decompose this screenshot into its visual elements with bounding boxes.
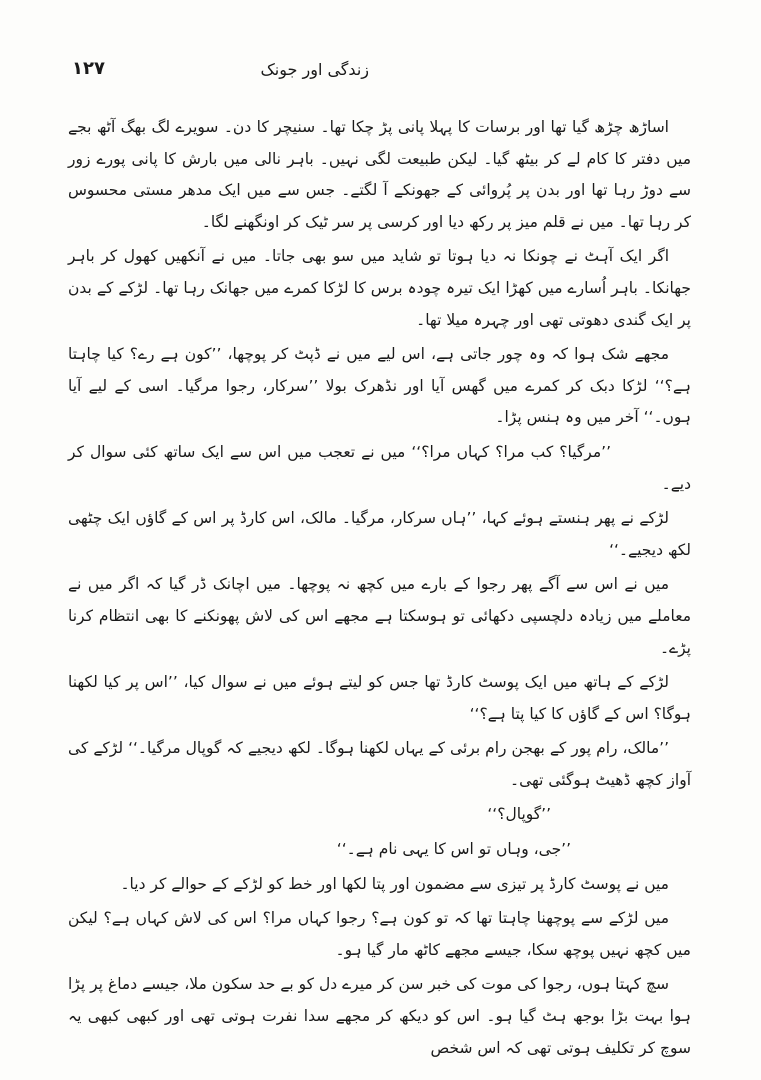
paragraph: ’’مرگیا؟ کب مرا؟ کہاں مرا؟‘‘ میں نے تعجب میں اس سے ایک ساتھ کئی سوال کر دیے۔	[68, 442, 691, 493]
paragraph: اگر ایک آہٹ نے چونکا نہ دیا ہوتا تو شاید میں سو بھی جاتا۔ میں نے آنکھیں کھول کر باہر جھانکا۔ باہر اُسارے میں کھڑا ایک تیرہ چودہ برس کا لڑکا کمرے میں جھانک رہا تھا۔ لڑکے کے بدن پر ایک گندی دھوتی تھی اور چہرہ میلا تھا۔	[68, 247, 691, 329]
paragraph: سچ کہتا ہوں، رجوا کی موت کی خبر سن کر میرے دل کو بے حد سکون ملا، جیسے دماغ پر پڑا ہوا بہت بڑا بوجھ ہٹ گیا ہو۔ اس کو دیکھ کر مجھے سدا نفرت ہوتی تھی اور کبھی کبھی یہ سوچ کر تکلیف ہوتی تھی کہ اس شخص	[68, 975, 691, 1057]
paragraph: ’’مالک، رام پور کے بھجن رام برئی کے یہاں لکھنا ہوگا۔ لکھ دیجیے کہ گوپال مرگیا۔‘‘ لڑکے کی آواز کچھ ڈھیٹ ہوگئی تھی۔	[68, 739, 691, 789]
running-title: زندگی اور جونک	[260, 60, 369, 79]
paragraph: لڑکے نے پھر ہنستے ہوئے کہا، ’’ہاں سرکار، مرگیا۔ مالک، اس کارڈ پر اس کے گاؤں ایک چٹھی لکھ دیجیے۔‘‘	[68, 509, 691, 559]
running-header	[72, 58, 689, 88]
paragraph: میں لڑکے سے پوچھنا چاہتا تھا کہ تو کون ہے؟ رجوا کہاں مرا؟ اس کی لاش کہاں ہے؟ لیکن میں کچھ نہیں پوچھ سکا، جیسے مجھے کاٹھ مار گیا ہو۔	[68, 909, 691, 959]
paragraph: ’’جی، وہاں تو اس کا یہی نام ہے۔‘‘	[336, 840, 571, 859]
paragraph: میں نے اس سے آگے پھر رجوا کے بارے میں کچھ نہ پوچھا۔ میں اچانک ڈر گیا کہ اگر میں نے معاملے میں زیادہ دلچسپی دکھائی تو ہوسکتا ہے مجھے اس کی لاش پھونکنے کا بھی انتظام کرنا پڑے۔	[68, 575, 691, 657]
paragraph: ’’گوپال؟‘‘	[487, 805, 551, 824]
paragraph: میں نے پوسٹ کارڈ پر تیزی سے مضمون اور پتا لکھا اور خط کو لڑکے کے حوالے کر دیا۔	[120, 874, 669, 893]
paragraph: مجھے شک ہوا کہ وہ چور جاتی ہے، اس لیے میں نے ڈپٹ کر پوچھا، ’’کون ہے رے؟ کیا چاہتا ہے؟‘‘ لڑکا دبک کر کمرے میں گھس آیا اور نڈھرک بولا ’’سرکار، رجوا مرگیا۔ اسی کے لیے آیا ہوں۔‘‘ آخر میں وہ ہنس پڑا۔	[68, 345, 691, 427]
paragraph: لڑکے کے ہاتھ میں ایک پوسٹ کارڈ تھا جس کو لیتے ہوئے میں نے سوال کیا، ’’اس پر کیا لکھنا ہوگا؟ اس کے گاؤں کا کیا پتا ہے؟‘‘	[68, 673, 691, 723]
page-number: ۱۲۷	[72, 58, 105, 79]
body-text	[68, 112, 691, 1057]
paragraph: اساڑھ چڑھ گیا تھا اور برسات کا پہلا پانی پڑ چکا تھا۔ سنیچر کا دن۔ سویرے لگ بھگ آٹھ بجے میں دفتر کا کام لے کر بیٹھ گیا۔ لیکن طبیعت لگی نہیں۔ باہر نالی میں بارش کا پانی پورے زور سے دوڑ رہا تھا اور بدن پر پُروائی کے جھونکے آ لگتے۔ جس سے میں ایک مدھر مستی محسوس کر رہا تھا۔ میں نے قلم میز پر رکھ دیا اور کرسی پر سر ٹیک کر اونگھنے لگا۔	[68, 118, 691, 231]
